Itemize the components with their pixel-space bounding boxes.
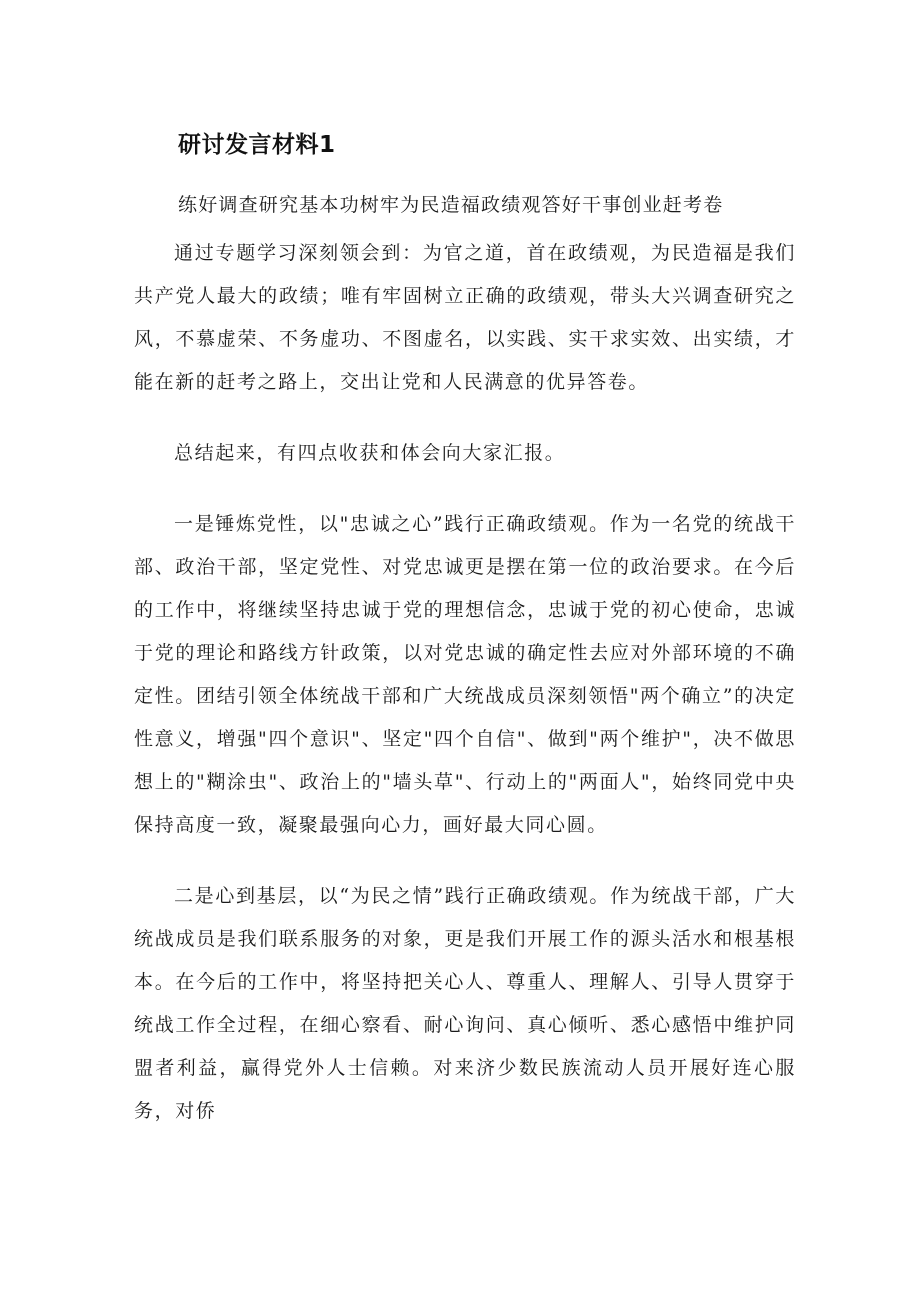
paragraph-point-one: 一是锤炼党性，以"忠诚之心”践行正确政绩观。作为一名党的统战干部、政治干部，坚定党性、对党忠诚更是摆在第一位的政治要求。在今后的工作中，将继续坚持忠诚于党的理想信念，忠诚于党的初心使命，忠诚于党的理论和路线方针政策，以对党忠诚的确定性去应对外部环境的不确定性。团结引领全体统战干部和广大统战成员深刻领悟"两个确立”的决定性意义，增强"四个意识"、坚定"四个自信"、做到"两个维护"，决不做思想上的"糊涂虫"、政治上的"墙头草"、行动上的"两面人"，始终同党中央保持高度一致，凝聚最强向心力，画好最大同心圆。 [134, 513, 796, 836]
paragraph-summary: 总结起来，有四点收获和体会向大家汇报。 [174, 442, 566, 464]
document-subtitle: 练好调查研究基本功树牢为民造福政绩观答好干事创业赶考卷 [178, 194, 724, 216]
paragraph-intro: 通过专题学习深刻领会到：为官之道，首在政绩观，为民造福是我们共产党人最大的政绩；唯有牢固树立正确的政绩观，带头大兴调查研究之风，不慕虚荣、不务虚功、不图虚名，以实践、实干求实效、出实绩，才能在新的赶考之路上，交出让党和人民满意的优异答卷。 [134, 242, 796, 393]
document-title: 研讨发言材料1 [178, 132, 336, 158]
paragraph-point-two: 二是心到基层，以“为民之情”践行正确政绩观。作为统战干部，广大统战成员是我们联系服务的对象，更是我们开展工作的源头活水和根基根本。在今后的工作中，将坚持把关心人、尊重人、理解人、引导人贯穿于统战工作全过程，在细心察看、耐心询问、真心倾听、悉心感悟中维护同盟者利益，赢得党外人士信赖。对来济少数民族流动人员开展好连心服务，对侨 [134, 885, 796, 1122]
document-body [134, 232, 796, 1161]
